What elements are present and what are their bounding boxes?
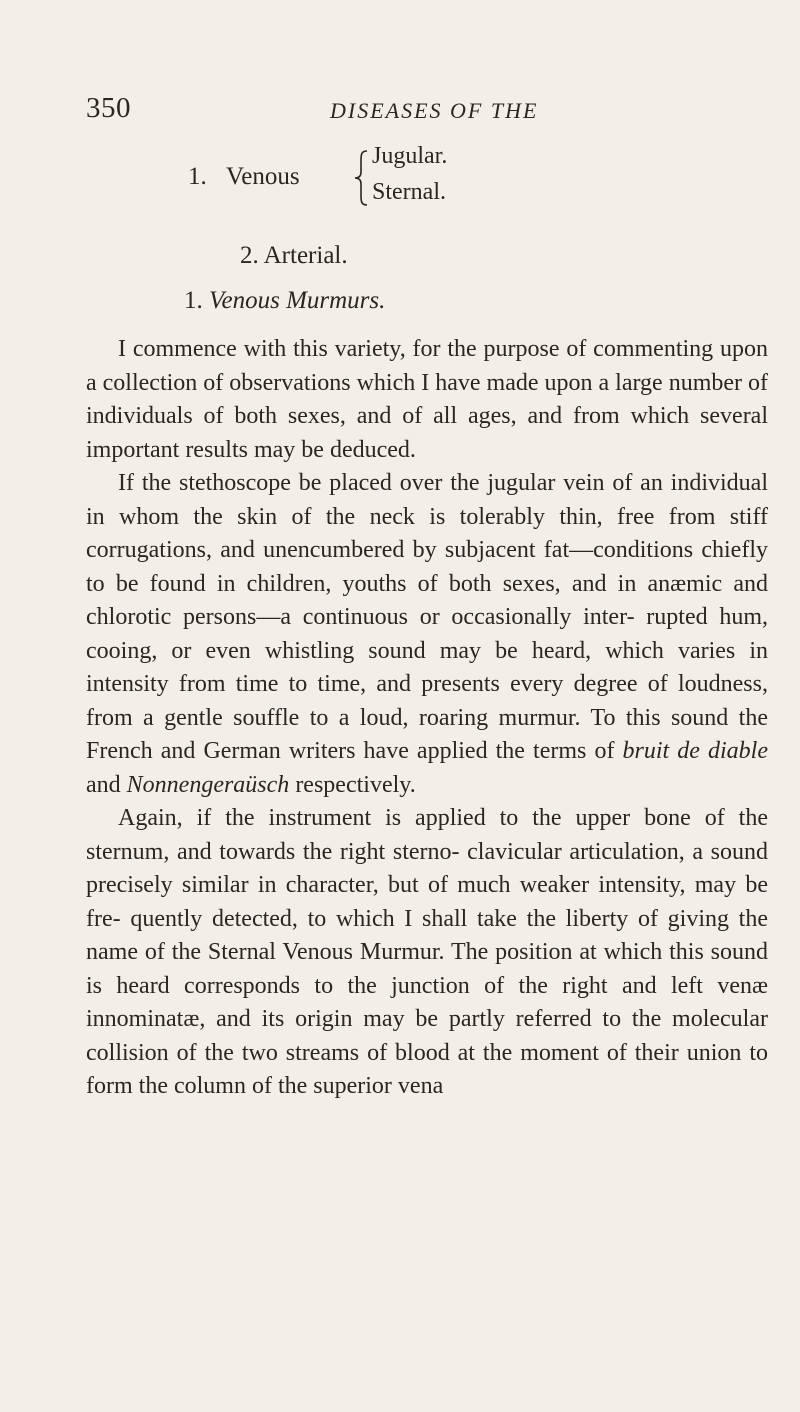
paragraph-2 [86,467,768,802]
section-title: Venous Murmurs. [209,287,386,314]
outline-sub-item-sternal: Sternal. [372,179,446,205]
paragraph-3: Again, if the instrument is applied to the upper bone of the sternum, and towards the right sterno- clavicular articulation, a sound precisely similar in character, but of much weaker intensity, may be fre- quently detected, to which I shall take the liberty of giving the name of the Sternal Venous Murmur. The position at which this sound is heard corresponds to the junction of the right and left venæ innominatæ, and its origin may be partly referred to the molecular collision of the two streams of blood at the moment of their union to form the column of the superior vena [86,805,768,1099]
classification-outline [188,145,708,280]
paragraph-2-and: and [86,771,121,798]
running-head: DISEASES OF THE [330,98,539,123]
curly-brace-icon [354,149,368,207]
paragraph-1: I commence with this variety, for the purpose of commenting upon a collection of observations which I have made upon a large number of individuals of both sexes, and of all ages, and from which several important results may be deduced. [86,336,768,463]
paragraph-2-end: respectively. [295,771,416,798]
body-text [86,333,768,1104]
section-heading [184,287,385,315]
section-number: 1. [184,287,203,314]
term-nonnengerausch: Nonnengeraüsch [126,771,290,798]
page-header [0,92,800,132]
page-number: 350 [86,92,131,124]
outline-item-1-number: 1. [188,163,207,190]
outline-sub-item-jugular: Jugular. [372,143,448,169]
term-bruit-de-diable: bruit de diable [622,738,768,764]
paragraph-2-text: If the stethoscope be placed over the jugular vein of an individual in whom the skin of the neck is tolerably thin, free from stiff corrugations, and unencumbered by subjacent fat—conditions chiefly to be found in children, youths of both sexes, and in anæmic and chlorotic persons—a continuous or occasionally inter- rupted hum, cooing, or even whistling sound may be heard, which varies in intensity from time to time, and presents every degree of loudness, from a gentle souffle to a loud, roaring murmur. To this sound the French and German writers have applied the terms of [86,470,768,764]
outline-item-1-label: Venous [226,163,300,190]
outline-item-2: 2. Arterial. [240,242,348,269]
